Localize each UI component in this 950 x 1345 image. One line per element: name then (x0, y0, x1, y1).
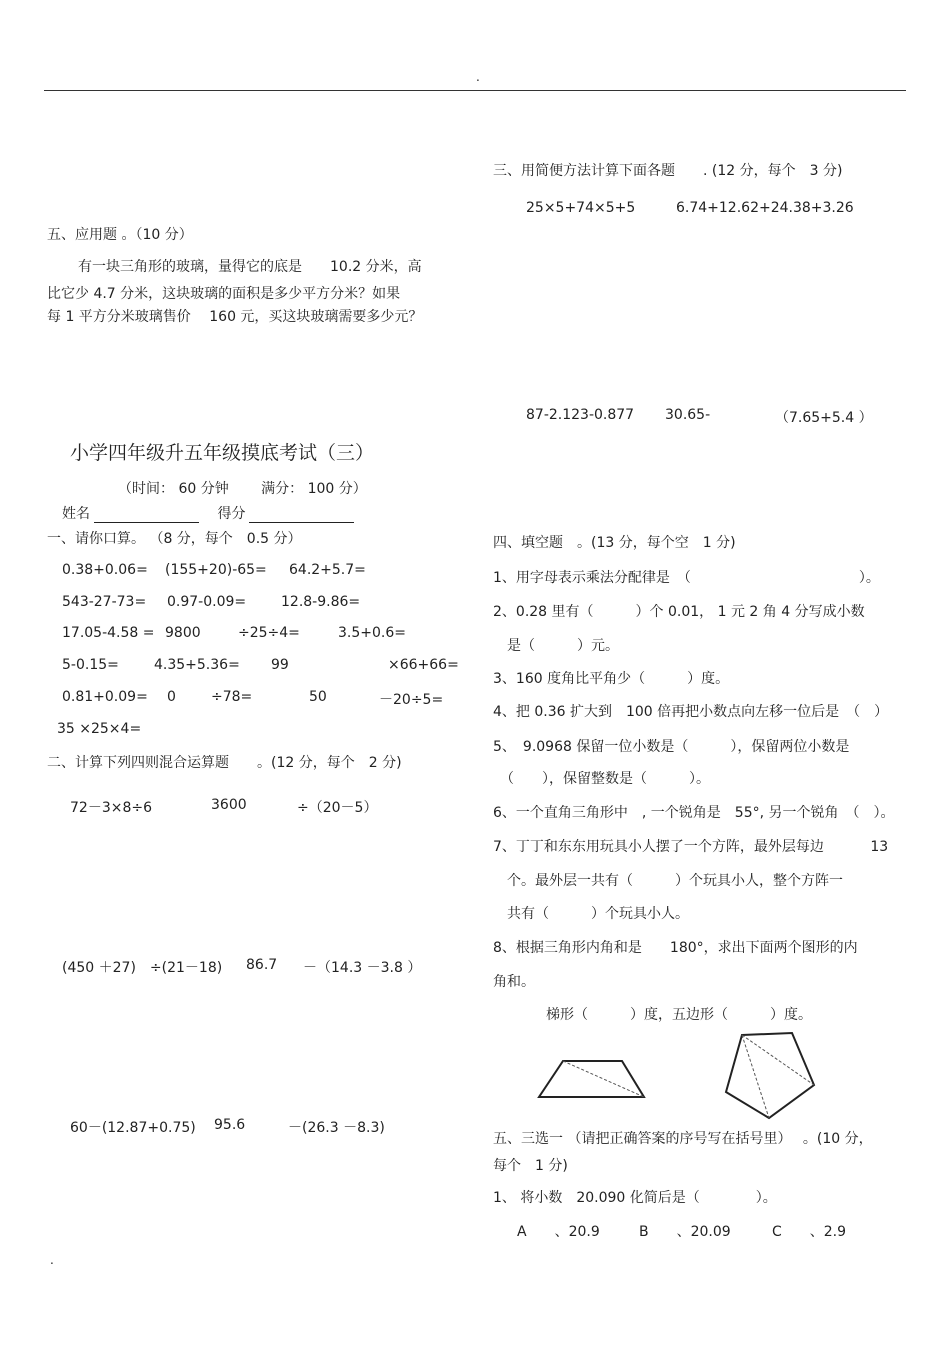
problem-text-line: 比它少 4.7 分米，这块玻璃的面积是多少平方分米？如果 (47, 286, 401, 302)
oral-item: 543-27-73= (62, 594, 147, 610)
pentagon-figure (722, 1030, 818, 1122)
fill-line: 4、把 0.36 扩大到 100 倍再把小数点向左移一位后是 （ ） (493, 704, 889, 720)
section2-title: 二、计算下列四则混合运算题 。(12 分，每个 2 分) (47, 755, 402, 771)
choice-option: B 、20.09 (639, 1224, 731, 1240)
problem-text-line: 有一块三角形的玻璃，量得它的底是 10.2 分米，高 (78, 259, 422, 275)
footer-dot: . (50, 1253, 54, 1267)
header-rule (44, 90, 906, 91)
name-label: 姓名 (62, 506, 90, 522)
simple-item: 30.65- (665, 407, 711, 423)
simple-item: 87-2.123-0.877 (526, 407, 635, 423)
oral-item: 64.2+5.7= (289, 562, 366, 578)
problem-text-line: 每 1 平方分米玻璃售价 160 元，买这块玻璃需要多少元？ (47, 309, 423, 325)
mixed-item: 3600 (211, 797, 247, 813)
oral-item: 5-0.15= (62, 657, 119, 673)
fill-line: 3、160 度角比平角少（ ）度。 (493, 671, 730, 687)
oral-item: 0.81+0.09= (62, 689, 148, 705)
score-blank[interactable] (249, 508, 354, 523)
oral-item: 4.35+5.36= (154, 657, 240, 673)
fill-line: 角和。 (493, 974, 535, 990)
section3-title: 三、用简便方法计算下面各题 . (12 分，每个 3 分) (493, 163, 843, 179)
fill-line: 是（ ）元。 (493, 638, 619, 654)
mixed-item: ÷（20－5） (297, 800, 378, 816)
oral-item: ×66+66= (388, 657, 459, 673)
oral-item: (155+20)-65= (165, 562, 267, 578)
exam-info: （时间： 60 分钟 满分： 100 分） (118, 481, 367, 497)
mixed-item: 86.7 (246, 957, 278, 973)
score-label: 得分 (217, 506, 246, 522)
mixed-item: 60－(12.87+0.75) (70, 1120, 196, 1136)
mixed-item: 72－3×8÷6 (70, 800, 152, 816)
fill-line: （ ），保留整数是（ ）。 (500, 771, 710, 787)
section5b-title: 五、三选一 （请把正确答案的序号写在括号里） 。(10 分， (493, 1131, 873, 1147)
mixed-item: －（14.3 －3.8 ） (303, 960, 422, 976)
simple-item: （7.65+5.4 ） (775, 410, 873, 426)
oral-item: 0.38+0.06= (62, 562, 148, 578)
oral-item: 12.8-9.86= (281, 594, 361, 610)
oral-item: 99 (271, 657, 289, 673)
section5-title: 五、应用题 。（10 分） (47, 227, 193, 243)
oral-item: 35 ×25×4= (57, 721, 142, 737)
simple-item: 25×5+74×5+5 (526, 200, 636, 216)
fill-line: 个。最外层一共有（ ）个玩具小人，整个方阵一 (493, 873, 843, 889)
exam-title: 小学四年级升五年级摸底考试（三） (70, 442, 375, 464)
mixed-item: 95.6 (214, 1117, 246, 1133)
choice-option: A 、20.9 (517, 1224, 600, 1240)
oral-item: ÷78= (211, 689, 253, 705)
oral-item: ÷25÷4= (238, 625, 300, 641)
mixed-item: －(26.3 －8.3) (288, 1120, 385, 1136)
choice-option: C 、2.9 (772, 1224, 847, 1240)
mixed-item: (450 ＋27) ÷(21－18) (62, 960, 223, 976)
name-score-row (62, 503, 354, 523)
simple-item: 6.74+12.62+24.38+3.26 (676, 200, 854, 216)
fill-line: 共有（ ）个玩具小人。 (493, 906, 689, 922)
oral-item: 9800 (165, 625, 201, 641)
oral-item: 0.97-0.09= (167, 594, 247, 610)
section5b-title-cont: 每个 1 分) (493, 1158, 568, 1174)
oral-item: 0 (167, 689, 176, 705)
fill-line: 5、 9.0968 保留一位小数是（ ），保留两位小数是 (493, 739, 850, 755)
choice-question: 1、 将小数 20.090 化简后是（ ）。 (493, 1190, 777, 1206)
fill-line: 7、丁丁和东东用玩具小人摆了一个方阵，最外层每边 13 (493, 839, 889, 855)
fill-line: 2、0.28 里有（ ）个 0.01， 1 元 2 角 4 分写成小数 (493, 604, 865, 620)
section4-title: 四、填空题 。(13 分，每个空 1 分) (493, 535, 736, 551)
oral-item: 50 (309, 689, 327, 705)
fill-line: 8、根据三角形内角和是 180°，求出下面两个图形的内 (493, 940, 858, 956)
fill-line: 6、一个直角三角形中 , 一个锐角是 55°, 另一个锐角 （ ）。 (493, 805, 895, 821)
name-blank[interactable] (94, 508, 199, 523)
oral-item: 3.5+0.6= (338, 625, 406, 641)
section1-title: 一、请你口算。 （8 分，每个 0.5 分） (47, 531, 302, 547)
trapezoid-figure (536, 1058, 648, 1100)
shapes-question: 梯形（ ）度，五边形（ ）度。 (546, 1007, 812, 1023)
oral-item: 17.05-4.58 = (62, 625, 155, 641)
fill-line: 1、用字母表示乘法分配律是 （ ）。 (493, 570, 880, 586)
oral-item: －20÷5= (379, 692, 444, 708)
header-dot: . (476, 70, 480, 84)
